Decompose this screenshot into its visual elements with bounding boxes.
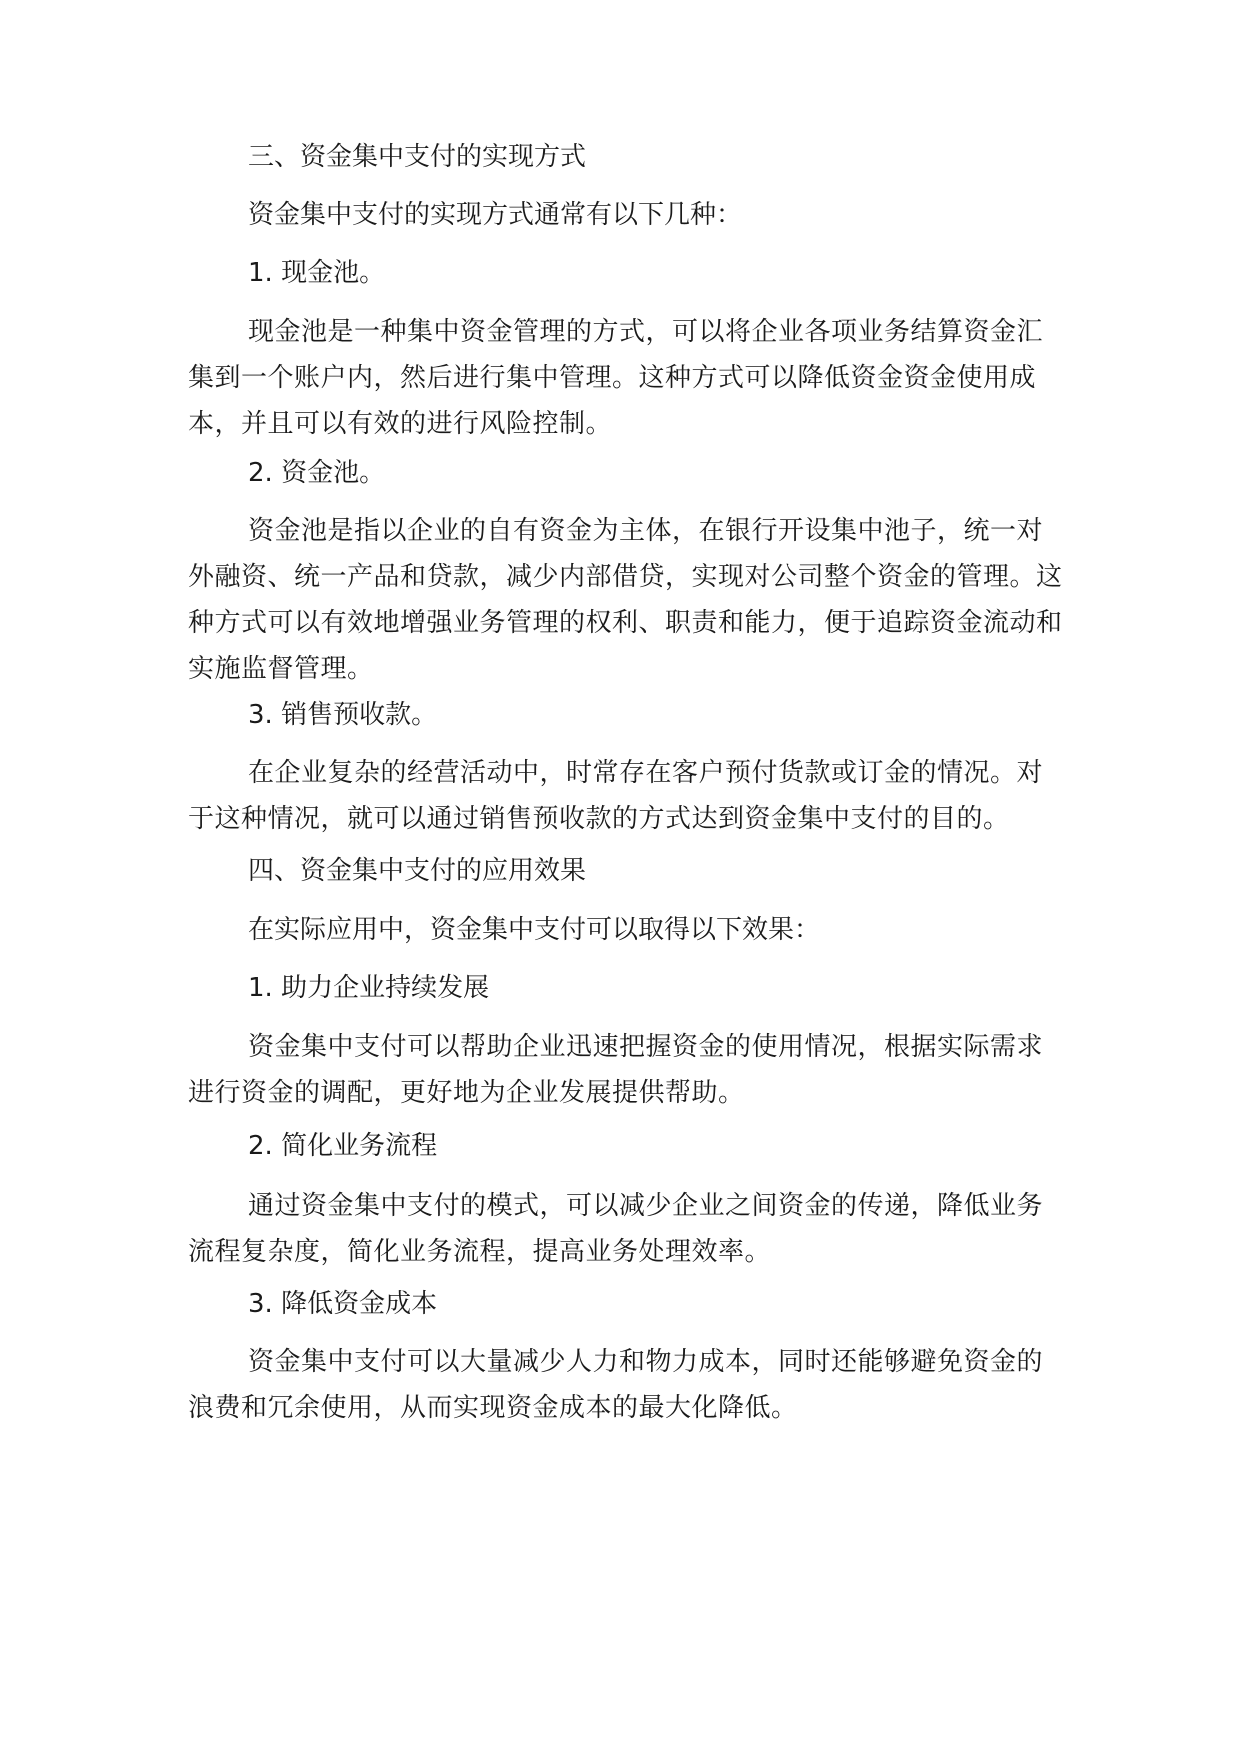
item2-body: 资金池是指以企业的自有资金为主体，在银行开设集中池子，统一对外融资、统一产品和贷款，减少内部借贷，实现对公司整个资金的管理。这种方式可以有效地增强业务管理的权利、职责和能力，便于追踪资金流动和实施监督管理。 <box>188 516 1063 684</box>
effect1-body: 资金集中支付可以帮助企业迅速把握资金的使用情况，根据实际需求进行资金的调配，更好地为企业发展提供帮助。 <box>188 1032 1044 1108</box>
item2-title: 2. 资金池。 <box>248 458 386 488</box>
item3-body: 在企业复杂的经营活动中，时常存在客户预付货款或订金的情况。对于这种情况，就可以通过销售预收款的方式达到资金集中支付的目的。 <box>188 758 1044 834</box>
section3-intro: 资金集中支付的实现方式通常有以下几种： <box>248 200 743 230</box>
effect1-title: 1. 助力企业持续发展 <box>248 973 490 1003</box>
effect3-title: 3. 降低资金成本 <box>248 1289 438 1319</box>
effect1-body-block <box>188 1024 1068 1116</box>
effect3-body-block <box>188 1339 1068 1431</box>
item3-title: 3. 销售预收款。 <box>248 700 438 730</box>
item1-body: 现金池是一种集中资金管理的方式，可以将企业各项业务结算资金汇集到一个账户内，然后进行集中管理。这种方式可以降低资金资金使用成本，并且可以有效的进行风险控制。 <box>188 317 1044 439</box>
effect2-body: 通过资金集中支付的模式，可以减少企业之间资金的传递，降低业务流程复杂度，简化业务流程，提高业务处理效率。 <box>188 1191 1044 1267</box>
item1-title: 1. 现金池。 <box>248 258 386 288</box>
effect2-title: 2. 简化业务流程 <box>248 1131 438 1161</box>
section3-title: 三、资金集中支付的实现方式 <box>248 142 587 172</box>
effect2-body-block <box>188 1183 1068 1275</box>
item2-body-block <box>188 508 1068 692</box>
item1-body-block <box>188 309 1068 447</box>
effect3-body: 资金集中支付可以大量减少人力和物力成本，同时还能够避免资金的浪费和冗余使用，从而实现资金成本的最大化降低。 <box>188 1347 1044 1423</box>
section4-intro: 在实际应用中，资金集中支付可以取得以下效果： <box>248 915 821 945</box>
section4-title: 四、资金集中支付的应用效果 <box>248 856 587 886</box>
item3-body-block <box>188 750 1068 842</box>
